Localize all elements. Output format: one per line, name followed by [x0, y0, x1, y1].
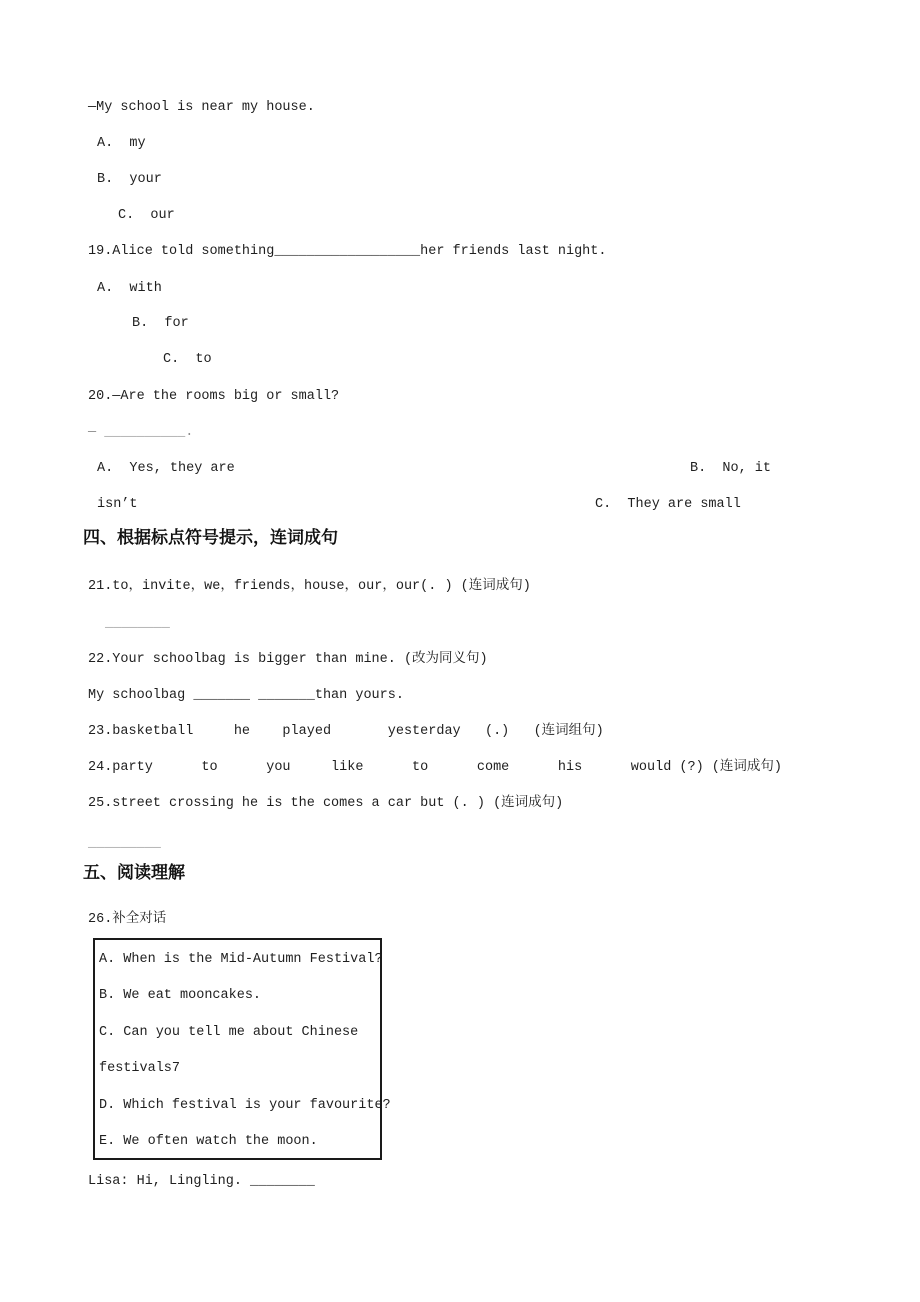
q26-box-option-d: D. Which festival is your favourite? — [99, 1098, 391, 1113]
q26-box-option-a: A. When is the Mid-Autumn Festival? — [99, 952, 383, 967]
q19-option-c: C. to — [163, 352, 212, 367]
q19-option-a: A. with — [97, 281, 162, 296]
q21-answer-blank: ________ — [105, 616, 170, 631]
section-5-heading: 五、阅读理解 — [83, 863, 185, 882]
q18-option-a: A. my — [97, 136, 146, 151]
q26-stem: 26.补全对话 — [88, 912, 167, 927]
q26-box-option-c-line2: festivals7 — [99, 1061, 181, 1076]
q26-option-box — [93, 938, 391, 1160]
q19-stem: 19.Alice told something__________________her friends last night. — [88, 244, 607, 259]
q22-stem: 22.Your schoolbag is bigger than mine. (改为同义句) — [88, 652, 488, 667]
q23-stem: 23.basketball he played yesterday (.) (连词组句) — [88, 724, 604, 739]
q20-stem: 20.—Are the rooms big or small? — [88, 389, 340, 404]
q18-dialog-line: —My school is near my house. — [88, 100, 315, 115]
section-4-heading: 四、根据标点符号提示，连词成句 — [83, 528, 338, 547]
q20-option-b-part1: B. No, it — [690, 461, 772, 476]
q18-option-c: C. our — [118, 208, 175, 223]
q21-stem: 21.to，invite，we，friends，house，our，our(. ) (连词成句) — [88, 579, 531, 594]
q20-option-c: C. They are small — [595, 497, 741, 512]
q26-box-option-b: B. We eat mooncakes. — [99, 988, 262, 1003]
q26-dialog-first-line: Lisa: Hi, Lingling. ________ — [88, 1174, 315, 1189]
q26-box-option-c-line1: C. Can you tell me about Chinese — [99, 1025, 359, 1040]
q20-answer-blank: — __________. — [88, 425, 194, 440]
q22-answer-line: My schoolbag _______ _______than yours. — [88, 688, 404, 703]
q26-box-option-e: E. We often watch the moon. — [99, 1134, 318, 1149]
q24-stem: 24.party to you like to come his would (?) (连词成句) — [88, 760, 783, 775]
q19-option-b: B. for — [132, 316, 189, 331]
q18-option-b: B. your — [97, 172, 162, 187]
q20-option-a: A. Yes, they are — [97, 461, 235, 476]
q25-stem: 25.street crossing he is the comes a car but (. ) (连词成句) — [88, 796, 564, 811]
q25-answer-blank: _________ — [88, 836, 161, 851]
q20-option-b-part2: isn’t — [97, 497, 138, 512]
